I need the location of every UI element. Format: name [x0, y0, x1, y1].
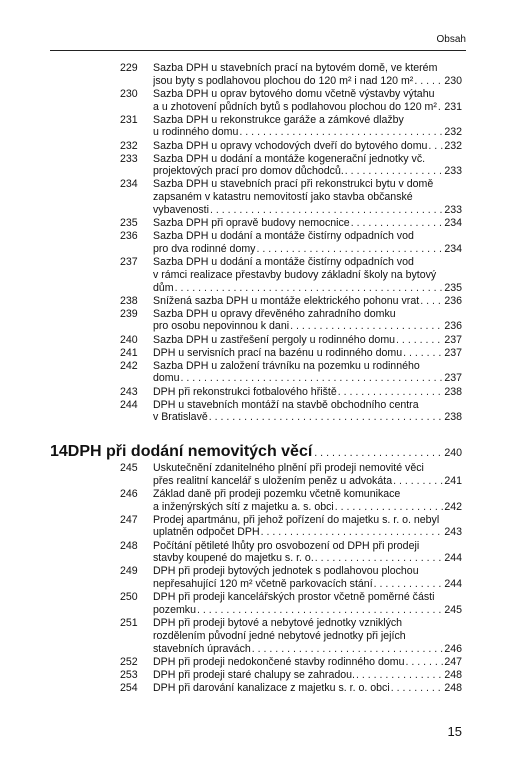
leader-dots [315, 552, 444, 565]
entry-line [153, 540, 462, 553]
entry-number: 252 [120, 655, 138, 668]
leader-dots [420, 295, 443, 308]
entry-title-line: Snížená sazba DPH u montáže elektrického pohonu vrat [153, 294, 420, 307]
entry-title-line: Sazba DPH při opravě budovy nemocnice [153, 217, 350, 230]
entry-line [153, 282, 462, 295]
entry-page: 232 [444, 139, 462, 152]
leader-dots [414, 75, 443, 88]
entry-number: 239 [120, 307, 138, 320]
entry-number: 251 [120, 617, 138, 630]
entry-title-line: dům [153, 281, 174, 294]
entry-title-line: Sazba DPH u stavebních prací při rekonstrukci bytu v domě [153, 178, 434, 191]
entry-number: 248 [120, 539, 138, 552]
entry-page: 234 [444, 217, 462, 230]
entry-line [153, 269, 462, 282]
entry-page: 244 [444, 552, 462, 565]
entry-number: 254 [120, 681, 138, 694]
leader-dots [351, 217, 444, 230]
entry-number: 231 [120, 113, 138, 126]
leader-dots [356, 669, 443, 682]
chapter-page: 240 [444, 447, 462, 459]
entry-title-line: pro osobu nepovinnou k dani [153, 320, 290, 333]
entry-page: 237 [444, 372, 462, 385]
entry-number: 241 [120, 346, 138, 359]
entry-title-line: vybavenosti [153, 204, 209, 217]
leader-dots [197, 604, 443, 617]
entry-title-line: DPH při rekonstrukci fotbalového hřiště [153, 385, 337, 398]
leader-dots [261, 526, 444, 539]
entry-line [153, 578, 462, 591]
entry-number: 233 [120, 152, 138, 165]
entry-page: 231 [444, 100, 462, 113]
entry-line [153, 514, 462, 527]
leader-dots [374, 578, 444, 591]
entry-number: 243 [120, 385, 138, 398]
leader-dots [256, 243, 443, 256]
entry-line [153, 126, 462, 139]
entry-title-line: DPH při darování kanalizace z majetku s. r. o. obci [153, 681, 390, 694]
entry-title-line: Sazba DPH u dodání a montáže kogenerační jednotky vč. [153, 152, 426, 165]
leader-dots [428, 140, 443, 153]
entry-number: 238 [120, 294, 138, 307]
leader-dots [338, 386, 444, 399]
entry-page: 245 [444, 604, 462, 617]
entry-title-line: Sazba DPH u rekonstrukce garáže a zámkové dlažby [153, 113, 404, 126]
leader-dots [314, 447, 442, 459]
entry-page: 232 [444, 126, 462, 139]
leader-dots [175, 282, 444, 295]
entry-title-line: v Bratislavě [153, 411, 208, 424]
entry-line [153, 565, 462, 578]
entry-line [153, 191, 462, 204]
entry-number: 235 [120, 217, 138, 230]
entry-line [153, 552, 462, 565]
entry-page: 236 [444, 320, 462, 333]
entry-line [153, 114, 462, 127]
entry-number: 229 [120, 62, 138, 74]
entry-title-line: rozdělením původní jedné nebytové jednotky při jejích [153, 629, 406, 642]
entry-page: 238 [444, 385, 462, 398]
entry-page: 230 [444, 74, 462, 87]
entry-line [153, 372, 462, 385]
entry-title-line: jsou byty s podlahovou plochou do 120 m² i nad 120 m² [153, 74, 414, 87]
entry-title-line: Počítání pětileté lhůty pro osvobození od DPH při prodeji [153, 539, 420, 552]
entry-line [153, 62, 462, 75]
leader-dots [252, 643, 444, 656]
entry-line [153, 411, 462, 424]
entry-title-line: stavebních úpravách [153, 642, 251, 655]
entry-number: 244 [120, 398, 138, 411]
entry-line [153, 178, 462, 191]
running-head: Obsah [436, 34, 466, 45]
entry-title-line: DPH při prodeji bytových jednotek s podlahovou plochou [153, 565, 419, 578]
entry-line [153, 243, 462, 256]
entry-number: 234 [120, 178, 138, 191]
entry-title-line: Sazba DPH u oprav bytového domu včetně výstavby výtahu [153, 87, 435, 100]
entry-title-line: pozemku [153, 604, 196, 617]
entry-line [153, 101, 462, 114]
entry-page: 238 [444, 411, 462, 424]
entry-page: 235 [444, 281, 462, 294]
entry-number: 240 [120, 333, 138, 346]
entry-line [153, 643, 462, 656]
entry-line [153, 630, 462, 643]
entry-number: 247 [120, 513, 138, 526]
leader-dots [181, 372, 444, 385]
entry-page: 247 [444, 655, 462, 668]
entry-line [153, 656, 462, 669]
header-rule [50, 50, 466, 51]
entry-title-line: Sazba DPH u dodání a montáže čistírny odpadních vod [153, 256, 414, 268]
entry-line [153, 308, 462, 321]
entry-line [153, 526, 462, 539]
entry-title-line: domu [153, 372, 180, 385]
entry-line [153, 88, 462, 101]
entry-title-line: DPH při prodeji bytové a nebytové jednotky vzniklých [153, 617, 403, 630]
leader-dots [239, 126, 443, 139]
entry-title-line: Sazba DPH u opravy vchodových dveří do bytového domu [153, 139, 428, 152]
entry-page: 244 [444, 578, 462, 591]
entry-title-line: zapsaném v katastru nemovitostí jako stavba občanské [153, 191, 413, 204]
entry-line [153, 347, 462, 360]
entry-number: 250 [120, 591, 138, 604]
entry-number: 230 [120, 87, 138, 100]
entry-title-line: nepřesahující 120 m² včetně parkovacích stání [153, 578, 373, 591]
chapter-title: DPH při dodání nemovitých věcí [67, 443, 313, 460]
entry-title-line: Sazba DPH u zastřešení pergoly u rodinného domu [153, 333, 396, 346]
entry-page: 243 [444, 526, 462, 539]
entry-title-line: v rámci realizace přestavby budovy základní školy na bytový [153, 268, 437, 281]
entry-page: 242 [444, 500, 462, 513]
entry-title-line: Sazba DPH u dodání a montáže čistírny odpadních vod [153, 230, 414, 243]
entry-line [153, 295, 462, 308]
entry-title-line: DPH při prodeji staré chalupy se zahradou. [153, 668, 355, 681]
entry-page: 233 [444, 165, 462, 178]
entry-title-line: DPH při prodeji nedokončené stavby rodinného domu [153, 655, 405, 668]
entry-line [153, 475, 462, 488]
entry-line [153, 140, 462, 153]
leader-dots [290, 320, 443, 333]
entry-number: 242 [120, 359, 138, 372]
entry-line [153, 217, 462, 230]
entry-title-line: a u zhotovení půdních bytů s podlahovou plochou do 120 m² [153, 100, 437, 113]
entry-line [153, 204, 462, 217]
leader-dots [403, 347, 443, 360]
entry-line [153, 682, 462, 695]
entry-number: 236 [120, 230, 138, 243]
entry-title-line: Základ daně při prodeji pozemku včetně komunikace [153, 487, 401, 500]
entry-number: 246 [120, 487, 138, 500]
entry-line [153, 669, 462, 682]
entry-title-line: Uskutečnění zdanitelného plnění při prodeji nemovité věci [153, 462, 424, 474]
entry-page: 241 [444, 474, 462, 487]
entry-line [153, 320, 462, 333]
entry-page: 234 [444, 242, 462, 255]
entry-page: 248 [444, 668, 462, 681]
entry-title-line: Sazba DPH u opravy dřevěného zahradního domku [153, 307, 396, 320]
entry-line [153, 386, 462, 399]
entry-title-line: projektových prací pro domov důchodců. [153, 165, 344, 178]
page-number: 15 [447, 724, 462, 739]
entry-page: 246 [444, 642, 462, 655]
entry-line [153, 399, 462, 412]
entry-page: 236 [444, 294, 462, 307]
entry-number: 237 [120, 256, 138, 268]
leader-dots [391, 682, 444, 695]
entry-number: 249 [120, 565, 138, 578]
entry-line [153, 360, 462, 373]
entry-line [153, 501, 462, 514]
entry-number: 232 [120, 139, 138, 152]
entry-line [153, 75, 462, 88]
entry-title-line: u rodinného domu [153, 126, 239, 139]
entry-title-line: Sazba DPH u založení trávníku na pozemku u rodinného [153, 359, 420, 372]
entry-line [153, 153, 462, 166]
entry-line [153, 591, 462, 604]
entry-title-line: a inženýrských sítí z majetku a. s. obci [153, 500, 334, 513]
entry-page: 237 [444, 346, 462, 359]
entry-title-line: DPH při prodeji kancelářských prostor včetně poměrné části [153, 591, 435, 604]
entry-title-line: stavby koupené do majetku s. r. o. [153, 552, 314, 565]
entry-line [153, 488, 462, 501]
entry-title-line: uplatněn odpočet DPH [153, 526, 260, 539]
leader-dots [438, 101, 443, 114]
entry-line [153, 617, 462, 630]
entry-title-line: DPH u stavebních montáží na stavbě obchodního centra [153, 398, 419, 411]
leader-dots [396, 334, 443, 347]
entry-line [153, 256, 462, 269]
entry-line [153, 604, 462, 617]
entry-line [153, 230, 462, 243]
entry-line [153, 165, 462, 178]
entry-title-line: přes realitní kancelář s uložením peněz u advokáta [153, 474, 393, 487]
entry-line [153, 462, 462, 475]
entry-page: 237 [444, 333, 462, 346]
entry-number: 245 [120, 462, 138, 474]
leader-dots [210, 204, 443, 217]
leader-dots [209, 411, 444, 424]
leader-dots [335, 501, 444, 514]
entry-title-line: Prodej apartmánu, při jehož pořízení do majetku s. r. o. nebyl [153, 513, 440, 526]
leader-dots [393, 475, 443, 488]
entry-line [153, 334, 462, 347]
entry-title-line: DPH u servisních prací na bazénu u rodinného domu [153, 346, 403, 359]
entry-title-line: pro dva rodinné domy [153, 242, 256, 255]
chapter-number: 14 [50, 443, 68, 460]
leader-dots [345, 165, 444, 178]
chapter-heading[interactable] [50, 443, 462, 461]
entry-number: 253 [120, 668, 138, 681]
entry-title-line: Sazba DPH u stavebních prací na bytovém domě, ve kterém [153, 62, 438, 74]
entry-page: 233 [444, 204, 462, 217]
entry-page: 248 [444, 681, 462, 694]
leader-dots [405, 656, 443, 669]
